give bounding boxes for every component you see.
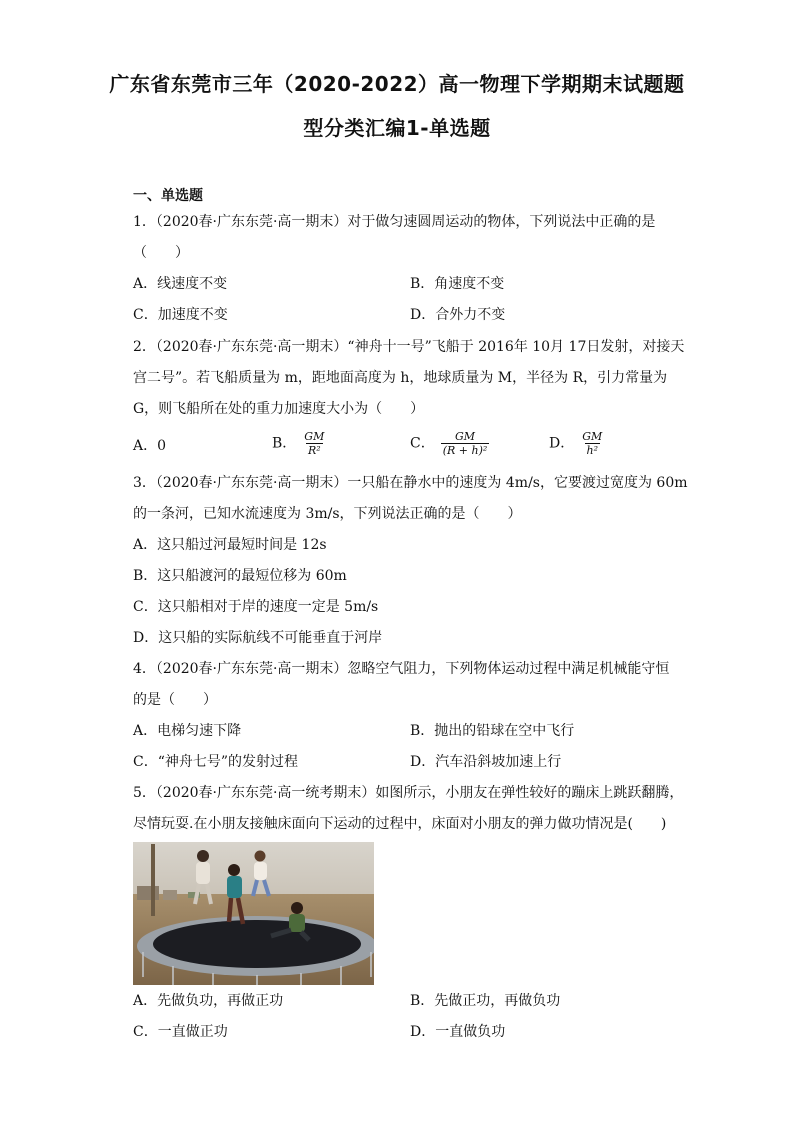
q1-option-c: C．加速度不变 <box>133 307 228 323</box>
q2-option-b-denominator: R² <box>307 444 321 457</box>
q1-option-b: B．角速度不变 <box>410 276 505 292</box>
q2-option-d-numerator: GM <box>582 430 603 443</box>
q5-option-a: A．先做负功，再做正功 <box>133 993 284 1009</box>
q4-stem-line-2: 的是（ ） <box>133 692 217 708</box>
q2-option-c-label: C． <box>410 435 435 452</box>
page-title-line-2: 型分类汇编1-单选题 <box>303 116 491 140</box>
q2-option-d-denominator: h² <box>586 444 599 457</box>
q2-option-a: A．0 <box>133 438 167 454</box>
q3-stem-line-1: 3．（2020春·广东东莞·高一期末）一只船在静水中的速度为 4m/s，它要渡过宽度为 60m <box>133 475 688 491</box>
q2-stem-line-1: 2．（2020春·广东东莞·高一期末）“神舟十一号”飞船于 2016年 10月 17日发射，对接天 <box>133 339 685 355</box>
q4-stem-line-1: 4．（2020春·广东东莞·高一期末）忽略空气阻力，下列物体运动过程中满足机械能守恒 <box>133 661 670 677</box>
q2-option-c-numerator: GM <box>454 430 476 443</box>
q1-option-a: A．线速度不变 <box>133 276 228 292</box>
q4-option-c: C．“神舟七号”的发射过程 <box>133 754 299 770</box>
q3-option-c: C．这只船相对于岸的速度一定是 5m/s <box>133 599 379 615</box>
q1-stem-line-1: 1．（2020春·广东东莞·高一期末）对于做匀速圆周运动的物体，下列说法中正确的是 <box>133 214 656 230</box>
section-heading: 一、单选题 <box>133 188 203 204</box>
q4-option-a: A．电梯匀速下降 <box>133 723 242 739</box>
q2-option-b-label: B． <box>272 435 297 452</box>
q2-option-c-fraction <box>441 430 490 457</box>
q5-stem-line-1: 5．（2020春·广东东莞·高一统考期末）如图所示，小朋友在弹性较好的蹦床上跳跃翻腾， <box>133 785 684 801</box>
q1-stem-line-2: （ ） <box>133 245 189 261</box>
q4-option-d: D．汽车沿斜坡加速上行 <box>410 754 562 770</box>
q2-stem-line-2: 宫二号”。若飞船质量为 m，距地面高度为 h，地球质量为 M，半径为 R，引力常量为 <box>133 370 668 386</box>
q2-option-b-fraction <box>302 430 326 457</box>
q1-option-d: D．合外力不变 <box>410 307 506 323</box>
q2-option-c-denominator: (R + h)² <box>442 444 488 457</box>
q5-stem-line-2: 尽情玩耍.在小朋友接触床面向下运动的过程中，床面对小朋友的弹力做功情况是( ) <box>133 816 667 832</box>
q4-option-b: B．抛出的铅球在空中飞行 <box>410 723 575 739</box>
trampoline-photo <box>133 842 374 985</box>
q2-option-d <box>549 430 604 457</box>
q5-option-c: C．一直做正功 <box>133 1024 228 1040</box>
q2-option-d-label: D． <box>549 435 575 452</box>
q2-option-b-numerator: GM <box>304 430 325 443</box>
q2-option-b <box>272 430 326 457</box>
q3-stem-line-2: 的一条河，已知水流速度为 3m/s，下列说法正确的是（ ） <box>133 506 522 522</box>
q2-stem-line-3: G，则飞船所在处的重力加速度大小为（ ） <box>133 401 425 417</box>
page-title-line-1: 广东省东莞市三年（2020-2022）高一物理下学期期末试题题 <box>109 72 685 96</box>
q2-option-d-fraction <box>580 430 604 457</box>
q2-option-c <box>410 430 489 457</box>
q5-option-b: B．先做正功，再做负功 <box>410 993 561 1009</box>
q5-option-d: D．一直做负功 <box>410 1024 506 1040</box>
q3-option-d: D．这只船的实际航线不可能垂直于河岸 <box>133 630 383 646</box>
q3-option-b: B．这只船渡河的最短位移为 60m <box>133 568 347 584</box>
q3-option-a: A．这只船过河最短时间是 12s <box>133 537 327 553</box>
